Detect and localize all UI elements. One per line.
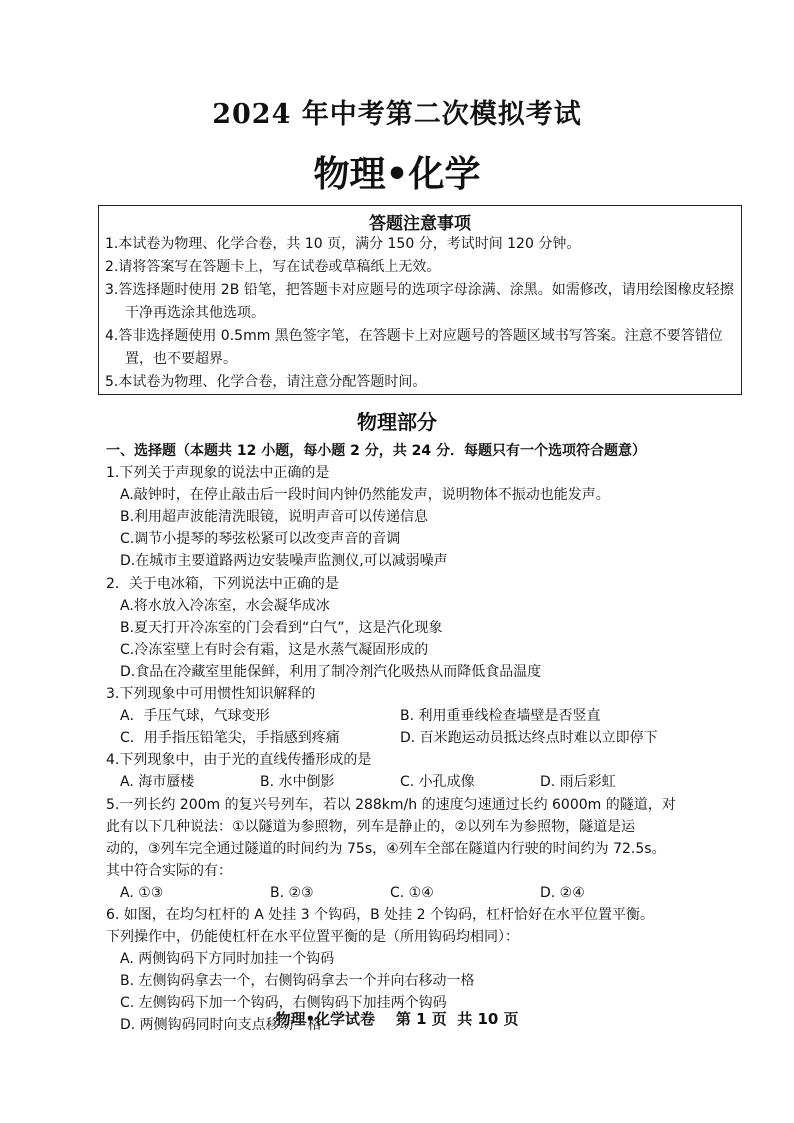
question-6-option-d: D. 两侧钩码同时向支点移动一格	[120, 1017, 322, 1034]
question-3-options-row-1	[106, 705, 746, 727]
question-4-option-a: A. 海市蜃楼	[120, 774, 195, 791]
question-5-options-row	[106, 882, 746, 904]
notice-item-2: 2.请将答案写在答题卡上，写在试卷或草稿纸上无效。	[105, 259, 441, 275]
question-1-option-d: D.在城市主要道路两边安装噪声监测仪,可以减弱噪声	[120, 553, 448, 570]
notice-item-1: 1.本试卷为物理、化学合卷，共 10 页，满分 150 分，考试时间 120 分钟。	[105, 236, 581, 252]
question-5-option-c: C. ①④	[390, 884, 434, 901]
question-3-option-d: D. 百米跑运动员抵达终点时难以立即停下	[400, 730, 658, 747]
question-6-line-2: 下列操作中，仍能使杠杆在水平位置平衡的是（所用钩码均相同）：	[106, 929, 519, 946]
question-6-option-a: A. 两侧钩码下方同时加挂一个钩码	[120, 951, 335, 968]
question-5-option-b: B. ②③	[270, 884, 314, 901]
question-6-option-c: C. 左侧钩码下加一个钩码，右侧钩码下加挂两个钩码	[120, 995, 447, 1012]
question-1-option-a: A.敲钟时，在停止敲击后一段时间内钟仍然能发声，说明物体不振动也能发声。	[120, 487, 610, 504]
notice-box	[98, 205, 742, 395]
question-2-stem: 2．关于电冰箱，下列说法中正确的是	[106, 575, 339, 592]
question-5-line-1: 5.一列长约 200m 的复兴号列车，若以 288km/h 的速度匀速通过长约 6000m 的隧道，对	[106, 796, 676, 813]
question-3-option-b: B. 利用重垂线检查墙壁是否竖直	[400, 708, 601, 725]
question-4-option-d: D. 雨后彩虹	[540, 774, 616, 791]
question-2-option-d: D.食品在冷藏室里能保鲜，利用了制冷剂汽化吸热从而降低食品温度	[120, 663, 542, 680]
group-heading-text: 一、选择题（本题共 12 小题，每小题 2 分，共 24 分．每题只有一个选项符合题意）	[106, 443, 646, 459]
notice-item-3: 3.答选择题时使用 2B 铅笔，把答题卡对应题号的选项字母涂满、涂黑。如需修改，请用绘图橡皮轻擦干净再选涂其他选项。	[105, 282, 734, 321]
group-heading	[106, 440, 746, 462]
question-5-option-d: D. ②④	[540, 884, 585, 901]
question-4-option-b: B. 水中倒影	[260, 774, 335, 791]
notice-item-4: 4.答非选择题使用 0.5mm 黑色签字笔，在答题卡上对应题号的答题区域书写答案。注意不要答错位置，也不要超界。	[105, 328, 723, 367]
question-2-option-a: A.将水放入冷冻室，水会凝华成冰	[120, 597, 330, 614]
question-list	[106, 440, 746, 1037]
question-2-option-c: C.冷冻室壁上有时会有霜，这是水蒸气凝固形成的	[120, 641, 429, 658]
question-1-option-b: B.利用超声波能清洗眼镜，说明声音可以传递信息	[120, 509, 429, 526]
question-6-line-1: 6. 如图，在均匀杠杆的 A 处挂 3 个钩码，B 处挂 2 个钩码，杠杆恰好在水平位置平衡。	[106, 906, 654, 923]
question-6-option-b: B. 左侧钩码拿去一个，右侧钩码拿去一个并向右移动一格	[120, 973, 475, 990]
question-4-option-c: C. 小孔成像	[400, 774, 475, 791]
question-1-option-c: C.调节小提琴的琴弦松紧可以改变声音的音调	[120, 531, 401, 548]
question-5-line-2: 此有以下几种说法：①以隧道为参照物，列车是静止的，②以列车为参照物，隧道是运	[106, 818, 636, 835]
question-3-option-c: C．用手指压铅笔尖，手指感到疼痛	[120, 730, 340, 747]
notice-heading: 答题注意事项	[369, 214, 471, 234]
subject-title: 物理•化学	[313, 154, 481, 195]
exam-title: 2024 年中考第二次模拟考试	[212, 99, 582, 130]
question-3-stem: 3.下列现象中可用惯性知识解释的	[106, 686, 316, 703]
question-4-options-row	[106, 771, 746, 793]
page-footer: 物理•化学试卷 第 1 页 共 10 页	[275, 1010, 519, 1028]
question-2-option-b: B.夏天打开冷冻室的门会看到“白气”，这是汽化现象	[120, 619, 443, 636]
question-3-option-a: A．手压气球，气球变形	[120, 708, 270, 725]
question-5-option-a: A. ①③	[120, 884, 164, 901]
question-1-stem: 1.下列关于声现象的说法中正确的是	[106, 465, 330, 482]
question-5-line-4: 其中符合实际的有：	[106, 862, 232, 879]
notice-item-5: 5.本试卷为物理、化学合卷，请注意分配答题时间。	[105, 374, 427, 390]
section-title: 物理部分	[357, 410, 437, 434]
question-3-options-row-2	[106, 727, 746, 749]
question-5-line-3: 动的，③列车完全通过隧道的时间约为 75s，④列车全部在隧道内行驶的时间约为 72.5s。	[106, 840, 666, 857]
question-4-stem: 4.下列现象中，由于光的直线传播形成的是	[106, 752, 372, 769]
